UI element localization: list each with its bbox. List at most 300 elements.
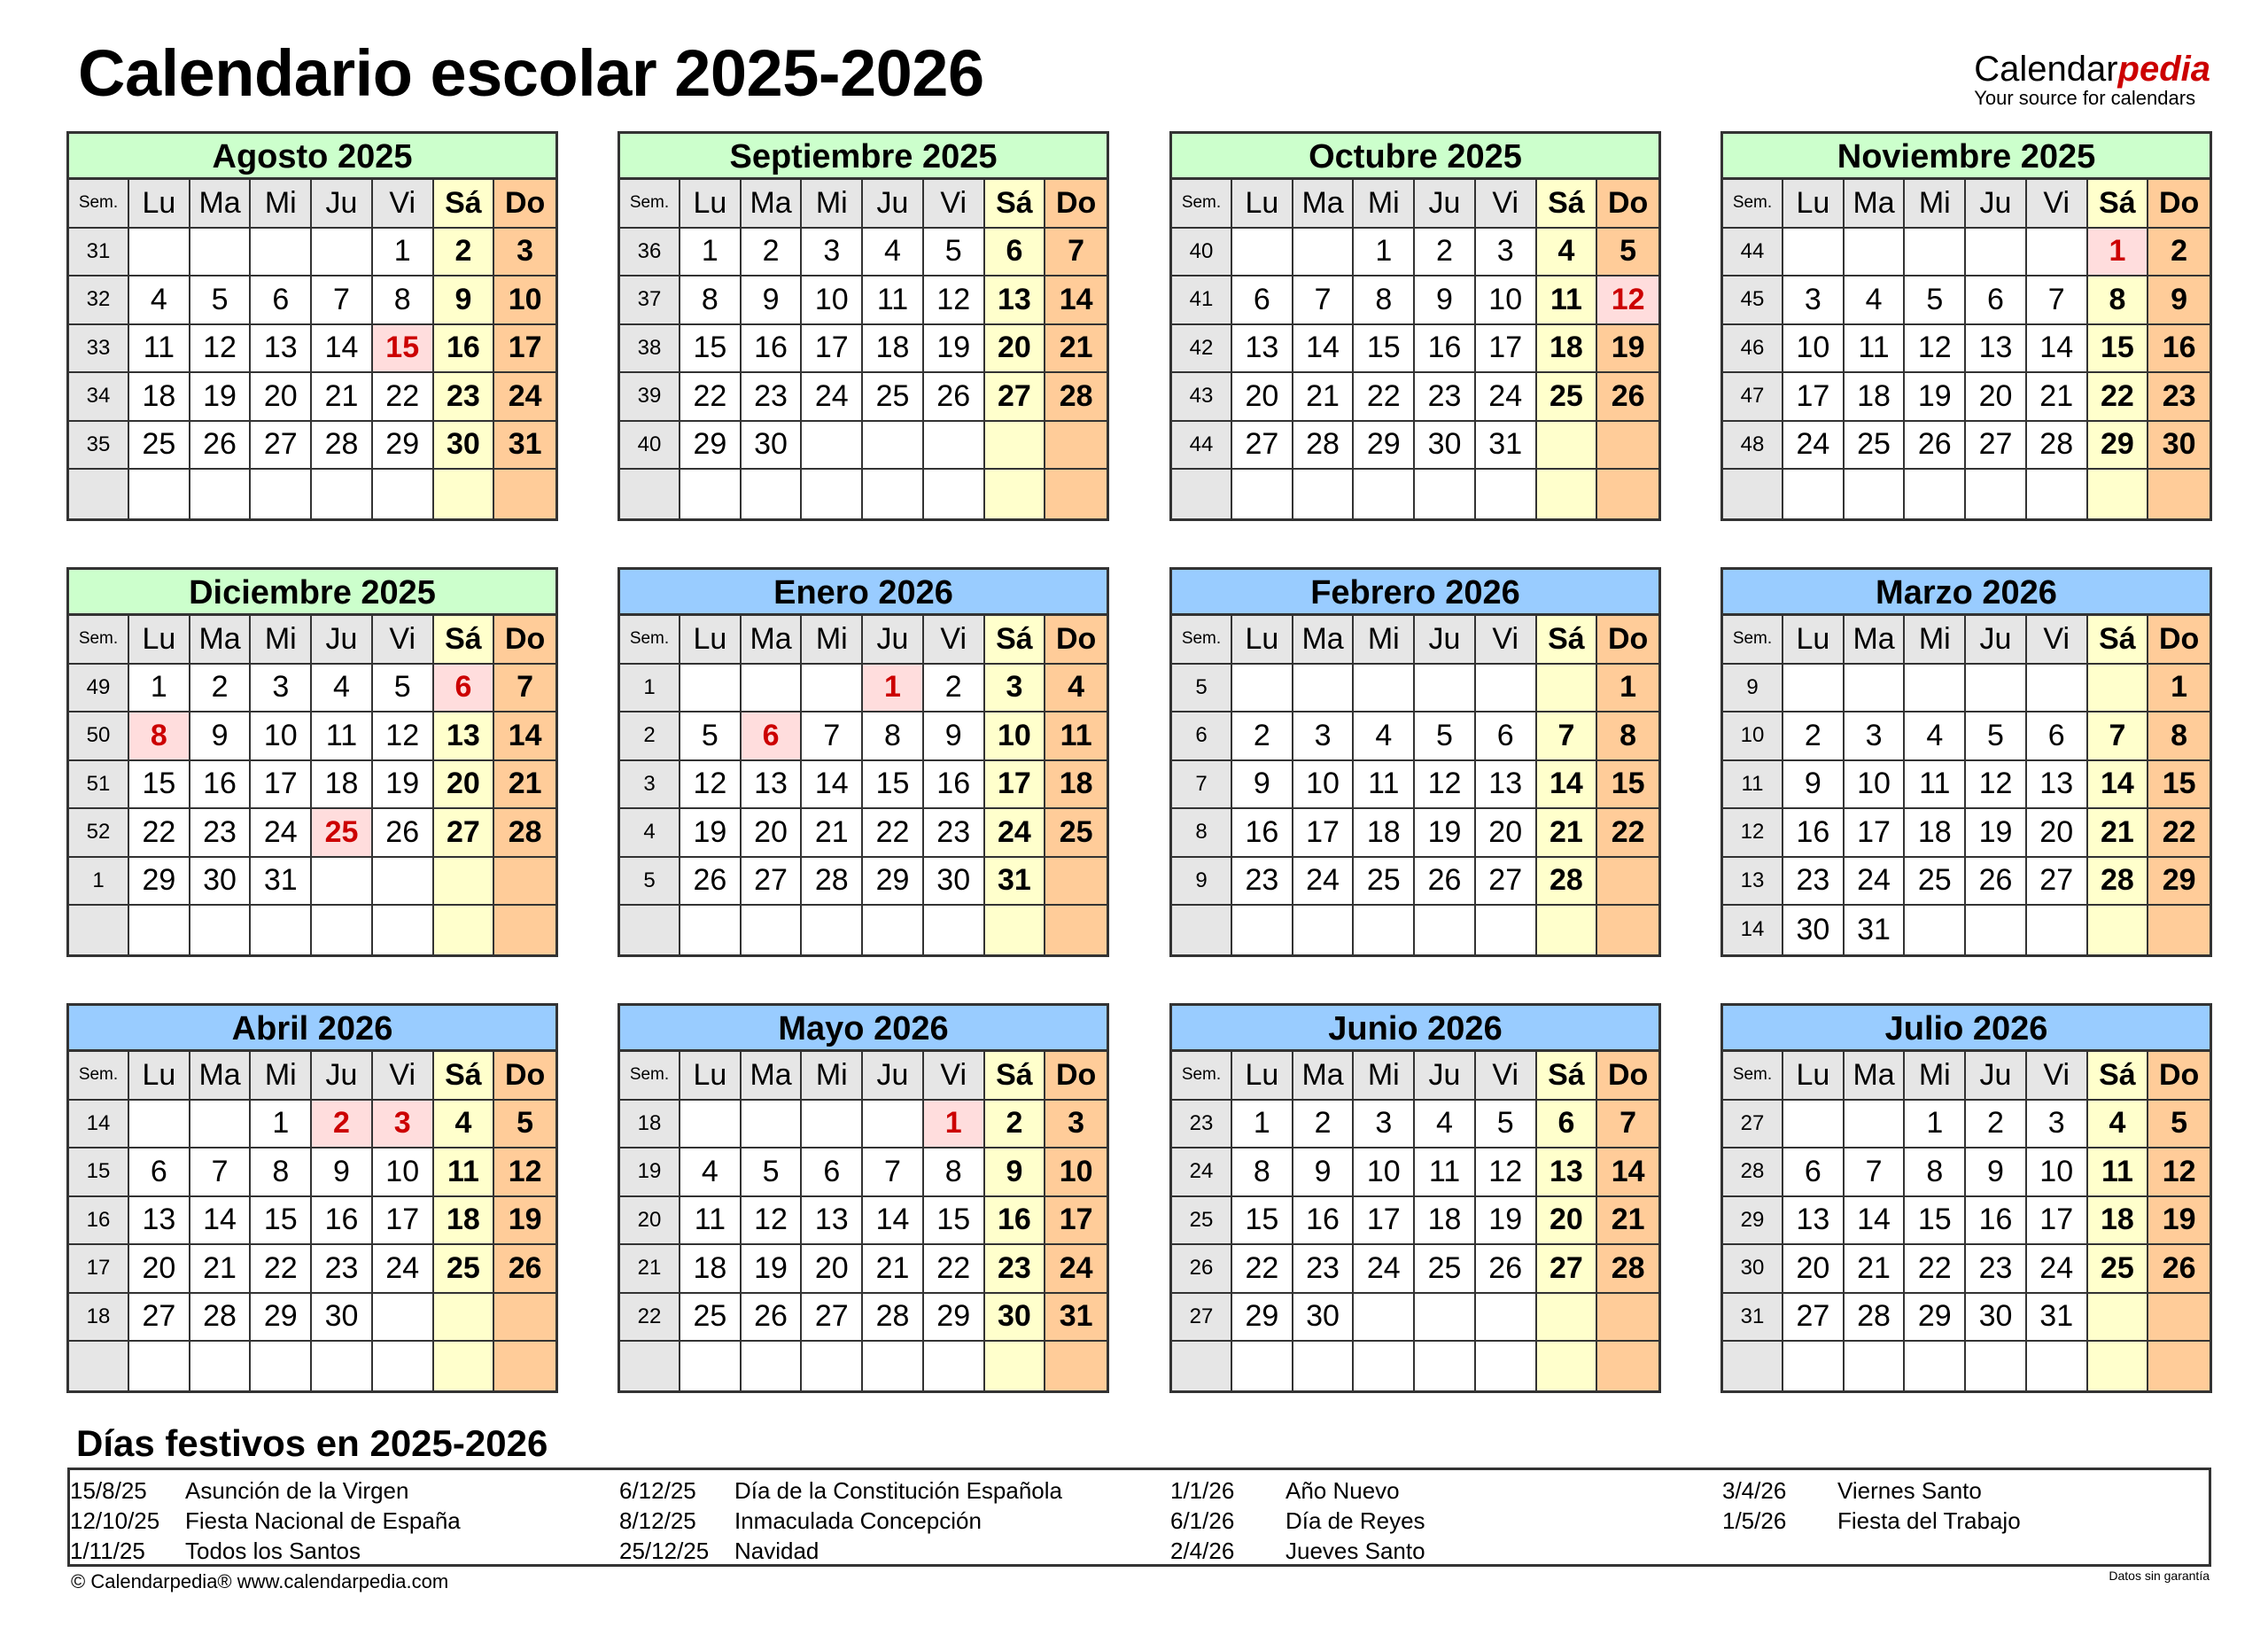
weekday-header: Sem. <box>1723 616 1783 665</box>
empty-cell <box>802 422 863 471</box>
day-cell: 18 <box>1415 1197 1476 1246</box>
weekday-header: Ju <box>1415 180 1476 229</box>
day-cell: 15 <box>2148 761 2210 810</box>
month-calendar <box>66 131 558 521</box>
weekday-header: Lu <box>680 180 742 229</box>
day-cell: 26 <box>2148 1245 2210 1294</box>
day-cell: 26 <box>373 809 434 858</box>
weekday-header: Vi <box>373 180 434 229</box>
week-number: 23 <box>1172 1101 1232 1149</box>
day-cell: 23 <box>924 809 985 858</box>
empty-cell <box>129 229 190 277</box>
week-number: 35 <box>69 422 129 471</box>
week-number: 20 <box>620 1197 680 1246</box>
day-cell: 22 <box>1232 1245 1293 1294</box>
week-number <box>1172 470 1232 518</box>
day-cell: 11 <box>680 1197 742 1246</box>
weekday-header: Ju <box>863 616 924 665</box>
empty-cell <box>494 1342 555 1390</box>
day-cell: 13 <box>1966 325 2027 374</box>
empty-cell <box>680 1342 742 1390</box>
day-cell: 26 <box>190 422 252 471</box>
day-cell: 22 <box>373 373 434 422</box>
empty-cell <box>494 858 555 907</box>
week-number: 9 <box>1723 665 1783 713</box>
weekday-header: Lu <box>129 1052 190 1101</box>
footer-copyright[interactable]: © Calendarpedia® www.calendarpedia.com <box>71 1570 449 1592</box>
holiday-date: 3/4/26 <box>1722 1477 1787 1504</box>
day-cell: 8 <box>129 712 190 761</box>
day-cell: 23 <box>742 373 803 422</box>
day-cell: 28 <box>1537 858 1598 907</box>
week-number: 14 <box>1723 906 1783 954</box>
day-cell: 24 <box>1045 1245 1107 1294</box>
weekday-header: Sá <box>2088 616 2149 665</box>
week-number: 10 <box>1723 712 1783 761</box>
week-number: 3 <box>620 761 680 810</box>
day-cell: 31 <box>1476 422 1537 471</box>
day-cell: 17 <box>1783 373 1845 422</box>
day-cell: 31 <box>494 422 555 471</box>
weekday-header: Do <box>1045 180 1107 229</box>
week-number: 12 <box>1723 809 1783 858</box>
day-cell: 21 <box>802 809 863 858</box>
month-grid <box>1172 1052 1658 1390</box>
weekday-header: Lu <box>1232 1052 1293 1101</box>
day-cell: 30 <box>1293 1294 1355 1343</box>
day-cell: 24 <box>251 809 312 858</box>
day-cell: 23 <box>1232 858 1293 907</box>
day-cell: 25 <box>129 422 190 471</box>
day-cell: 25 <box>863 373 924 422</box>
empty-cell <box>863 906 924 954</box>
day-cell: 16 <box>1232 809 1293 858</box>
day-cell: 22 <box>1905 1245 1966 1294</box>
day-cell: 1 <box>2148 665 2210 713</box>
empty-cell <box>1476 470 1537 518</box>
day-cell: 19 <box>680 809 742 858</box>
empty-cell <box>2088 906 2149 954</box>
empty-cell <box>312 229 373 277</box>
weekday-header: Vi <box>1476 180 1537 229</box>
day-cell: 16 <box>1293 1197 1355 1246</box>
day-cell: 29 <box>680 422 742 471</box>
week-number: 32 <box>69 276 129 325</box>
day-cell: 18 <box>1537 325 1598 374</box>
day-cell: 3 <box>2027 1101 2088 1149</box>
holiday-date: 8/12/25 <box>619 1507 696 1534</box>
holidays-table <box>67 1468 2211 1567</box>
holidays-column <box>1170 1475 1425 1566</box>
day-cell: 6 <box>1537 1101 1598 1149</box>
day-cell: 11 <box>1845 325 1906 374</box>
empty-cell <box>1476 1342 1537 1390</box>
weekday-header: Sá <box>2088 180 2149 229</box>
day-cell: 1 <box>1354 229 1415 277</box>
holiday-name: Día de Reyes <box>1285 1507 1425 1534</box>
day-cell: 7 <box>863 1148 924 1197</box>
day-cell: 23 <box>1966 1245 2027 1294</box>
month-calendar <box>1720 1003 2212 1393</box>
empty-cell <box>2088 1342 2149 1390</box>
day-cell: 25 <box>1845 422 1906 471</box>
day-cell: 4 <box>2088 1101 2149 1149</box>
weekday-header: Vi <box>924 180 985 229</box>
day-cell: 1 <box>2088 229 2149 277</box>
day-cell: 1 <box>863 665 924 713</box>
day-cell: 17 <box>1045 1197 1107 1246</box>
empty-cell <box>2027 229 2088 277</box>
weekday-header: Sem. <box>620 180 680 229</box>
week-number: 37 <box>620 276 680 325</box>
day-cell: 14 <box>2027 325 2088 374</box>
day-cell: 2 <box>190 665 252 713</box>
day-cell: 9 <box>924 712 985 761</box>
day-cell: 7 <box>2088 712 2149 761</box>
day-cell: 8 <box>1354 276 1415 325</box>
day-cell: 23 <box>190 809 252 858</box>
day-cell: 17 <box>251 761 312 810</box>
empty-cell <box>1537 422 1598 471</box>
weekday-header: Ma <box>190 180 252 229</box>
holiday-row <box>1722 1506 2021 1536</box>
week-number: 30 <box>1723 1245 1783 1294</box>
day-cell: 29 <box>251 1294 312 1343</box>
week-number: 18 <box>69 1294 129 1343</box>
day-cell: 21 <box>1045 325 1107 374</box>
day-cell: 5 <box>742 1148 803 1197</box>
empty-cell <box>1537 1342 1598 1390</box>
empty-cell <box>680 1101 742 1149</box>
day-cell: 24 <box>1845 858 1906 907</box>
weekday-header: Vi <box>373 1052 434 1101</box>
day-cell: 19 <box>1476 1197 1537 1246</box>
month-title: Septiembre 2025 <box>620 134 1107 180</box>
weekday-header: Lu <box>1232 180 1293 229</box>
day-cell: 23 <box>2148 373 2210 422</box>
day-cell: 14 <box>1045 276 1107 325</box>
week-number: 14 <box>69 1101 129 1149</box>
week-number <box>1723 470 1783 518</box>
weekday-header: Vi <box>373 616 434 665</box>
day-cell: 12 <box>742 1197 803 1246</box>
month-grid <box>1723 1052 2210 1390</box>
weekday-header: Sá <box>985 180 1046 229</box>
day-cell: 15 <box>863 761 924 810</box>
empty-cell <box>1415 1342 1476 1390</box>
day-cell: 11 <box>1045 712 1107 761</box>
empty-cell <box>373 906 434 954</box>
day-cell: 29 <box>1354 422 1415 471</box>
day-cell: 11 <box>863 276 924 325</box>
empty-cell <box>312 470 373 518</box>
day-cell: 22 <box>863 809 924 858</box>
day-cell: 10 <box>251 712 312 761</box>
day-cell: 2 <box>1232 712 1293 761</box>
day-cell: 21 <box>2088 809 2149 858</box>
day-cell: 4 <box>1845 276 1906 325</box>
empty-cell <box>190 229 252 277</box>
day-cell: 25 <box>1537 373 1598 422</box>
empty-cell <box>1966 229 2027 277</box>
weekday-header: Lu <box>1783 1052 1845 1101</box>
empty-cell <box>863 1101 924 1149</box>
holiday-name: Navidad <box>734 1538 819 1564</box>
weekday-header: Do <box>1045 1052 1107 1101</box>
day-cell: 19 <box>742 1245 803 1294</box>
day-cell: 3 <box>1845 712 1906 761</box>
day-cell: 12 <box>1476 1148 1537 1197</box>
empty-cell <box>1293 1342 1355 1390</box>
day-cell: 24 <box>373 1245 434 1294</box>
week-number: 40 <box>1172 229 1232 277</box>
week-number: 45 <box>1723 276 1783 325</box>
weekday-header: Sá <box>2088 1052 2149 1101</box>
week-number: 34 <box>69 373 129 422</box>
week-number: 22 <box>620 1294 680 1343</box>
empty-cell <box>1537 470 1598 518</box>
day-cell: 27 <box>1966 422 2027 471</box>
empty-cell <box>1783 665 1845 713</box>
week-number: 28 <box>1723 1148 1783 1197</box>
week-number: 6 <box>1172 712 1232 761</box>
day-cell: 13 <box>129 1197 190 1246</box>
empty-cell <box>1783 470 1845 518</box>
month-title: Mayo 2026 <box>620 1006 1107 1052</box>
holiday-row <box>619 1536 1062 1566</box>
day-cell: 31 <box>2027 1294 2088 1343</box>
empty-cell <box>1783 1101 1845 1149</box>
weekday-header: Do <box>1597 1052 1658 1101</box>
day-cell: 21 <box>1845 1245 1906 1294</box>
weekday-header: Mi <box>1905 1052 1966 1101</box>
day-cell: 10 <box>802 276 863 325</box>
day-cell: 18 <box>2088 1197 2149 1246</box>
day-cell: 30 <box>1415 422 1476 471</box>
day-cell: 28 <box>1045 373 1107 422</box>
empty-cell <box>1845 1101 1906 1149</box>
empty-cell <box>680 906 742 954</box>
logo-brand-accent: pedia <box>2117 50 2210 89</box>
day-cell: 13 <box>802 1197 863 1246</box>
day-cell: 14 <box>1597 1148 1658 1197</box>
empty-cell <box>129 1101 190 1149</box>
month-calendar <box>617 1003 1109 1393</box>
day-cell: 9 <box>1966 1148 2027 1197</box>
day-cell: 9 <box>1783 761 1845 810</box>
day-cell: 20 <box>1783 1245 1845 1294</box>
day-cell: 1 <box>1232 1101 1293 1149</box>
month-grid <box>69 180 555 518</box>
weekday-header: Do <box>1045 616 1107 665</box>
day-cell: 9 <box>312 1148 373 1197</box>
day-cell: 21 <box>1293 373 1355 422</box>
empty-cell <box>1354 665 1415 713</box>
day-cell: 27 <box>1476 858 1537 907</box>
weekday-header: Lu <box>680 616 742 665</box>
day-cell: 18 <box>129 373 190 422</box>
month-title: Marzo 2026 <box>1723 570 2210 616</box>
weekday-header: Ma <box>1293 180 1355 229</box>
empty-cell <box>373 1294 434 1343</box>
day-cell: 18 <box>1905 809 1966 858</box>
day-cell: 3 <box>1783 276 1845 325</box>
weekday-header: Sá <box>434 1052 495 1101</box>
holidays-column <box>619 1475 1062 1566</box>
day-cell: 30 <box>742 422 803 471</box>
holiday-date: 1/5/26 <box>1722 1507 1787 1534</box>
day-cell: 23 <box>1293 1245 1355 1294</box>
day-cell: 16 <box>434 325 495 374</box>
empty-cell <box>2088 1294 2149 1343</box>
empty-cell <box>2148 1342 2210 1390</box>
day-cell: 17 <box>373 1197 434 1246</box>
calendarpedia-logo[interactable] <box>1974 51 2210 108</box>
day-cell: 25 <box>1905 858 1966 907</box>
weekday-header: Vi <box>1476 616 1537 665</box>
week-number: 49 <box>69 665 129 713</box>
day-cell: 15 <box>373 325 434 374</box>
day-cell: 4 <box>1415 1101 1476 1149</box>
day-cell: 21 <box>2027 373 2088 422</box>
day-cell: 22 <box>129 809 190 858</box>
week-number: 25 <box>1172 1197 1232 1246</box>
weekday-header: Mi <box>802 616 863 665</box>
day-cell: 11 <box>1415 1148 1476 1197</box>
day-cell: 9 <box>985 1148 1046 1197</box>
day-cell: 15 <box>1354 325 1415 374</box>
day-cell: 2 <box>1415 229 1476 277</box>
day-cell: 5 <box>1905 276 1966 325</box>
day-cell: 13 <box>2027 761 2088 810</box>
weekday-header: Mi <box>1354 180 1415 229</box>
day-cell: 13 <box>985 276 1046 325</box>
weekday-header: Do <box>1597 616 1658 665</box>
day-cell: 29 <box>373 422 434 471</box>
week-number: 43 <box>1172 373 1232 422</box>
empty-cell <box>1537 906 1598 954</box>
holiday-name: Jueves Santo <box>1285 1538 1425 1564</box>
day-cell: 31 <box>985 858 1046 907</box>
empty-cell <box>190 1101 252 1149</box>
holiday-row <box>1170 1475 1425 1506</box>
weekday-header: Sem. <box>69 616 129 665</box>
day-cell: 26 <box>1597 373 1658 422</box>
day-cell: 30 <box>1966 1294 2027 1343</box>
week-number <box>620 470 680 518</box>
month-title: Agosto 2025 <box>69 134 555 180</box>
week-number: 36 <box>620 229 680 277</box>
empty-cell <box>1415 1294 1476 1343</box>
empty-cell <box>2148 470 2210 518</box>
holiday-date: 15/8/25 <box>70 1477 147 1504</box>
weekday-header: Lu <box>1783 616 1845 665</box>
day-cell: 25 <box>1045 809 1107 858</box>
day-cell: 13 <box>1537 1148 1598 1197</box>
week-number: 4 <box>620 809 680 858</box>
day-cell: 18 <box>1845 373 1906 422</box>
empty-cell <box>1905 1342 1966 1390</box>
empty-cell <box>1232 229 1293 277</box>
day-cell: 7 <box>802 712 863 761</box>
day-cell: 28 <box>312 422 373 471</box>
day-cell: 11 <box>1537 276 1598 325</box>
weekday-header: Sem. <box>620 1052 680 1101</box>
holiday-date: 6/12/25 <box>619 1477 696 1504</box>
day-cell: 7 <box>1845 1148 1906 1197</box>
weekday-header: Lu <box>129 180 190 229</box>
empty-cell <box>802 906 863 954</box>
day-cell: 26 <box>1476 1245 1537 1294</box>
empty-cell <box>985 422 1046 471</box>
day-cell: 9 <box>2148 276 2210 325</box>
day-cell: 6 <box>2027 712 2088 761</box>
day-cell: 17 <box>1845 809 1906 858</box>
day-cell: 22 <box>2088 373 2149 422</box>
day-cell: 18 <box>1354 809 1415 858</box>
empty-cell <box>742 1342 803 1390</box>
day-cell: 12 <box>494 1148 555 1197</box>
day-cell: 5 <box>924 229 985 277</box>
day-cell: 4 <box>863 229 924 277</box>
empty-cell <box>2088 470 2149 518</box>
day-cell: 14 <box>1293 325 1355 374</box>
empty-cell <box>1905 470 1966 518</box>
day-cell: 3 <box>1476 229 1537 277</box>
weekday-header: Sem. <box>69 1052 129 1101</box>
week-number: 44 <box>1172 422 1232 471</box>
empty-cell <box>1415 665 1476 713</box>
month-title: Enero 2026 <box>620 570 1107 616</box>
day-cell: 14 <box>494 712 555 761</box>
holiday-date: 12/10/25 <box>70 1507 160 1534</box>
day-cell: 1 <box>924 1101 985 1149</box>
day-cell: 7 <box>1045 229 1107 277</box>
empty-cell <box>494 470 555 518</box>
day-cell: 10 <box>373 1148 434 1197</box>
logo-tagline: Your source for calendars <box>1974 87 2196 109</box>
week-number: 31 <box>69 229 129 277</box>
weekday-header: Ma <box>742 180 803 229</box>
weekday-header: Ma <box>1293 616 1355 665</box>
empty-cell <box>924 1342 985 1390</box>
empty-cell <box>1597 906 1658 954</box>
month-calendar <box>1169 567 1661 957</box>
day-cell: 5 <box>190 276 252 325</box>
month-calendar <box>617 131 1109 521</box>
day-cell: 19 <box>1966 809 2027 858</box>
empty-cell <box>802 1101 863 1149</box>
week-number: 24 <box>1172 1148 1232 1197</box>
day-cell: 14 <box>863 1197 924 1246</box>
day-cell: 16 <box>190 761 252 810</box>
day-cell: 6 <box>1232 276 1293 325</box>
day-cell: 13 <box>1783 1197 1845 1246</box>
day-cell: 25 <box>434 1245 495 1294</box>
weekday-header: Do <box>494 616 555 665</box>
day-cell: 28 <box>1293 422 1355 471</box>
day-cell: 20 <box>1476 809 1537 858</box>
day-cell: 17 <box>1354 1197 1415 1246</box>
empty-cell <box>1476 906 1537 954</box>
day-cell: 18 <box>680 1245 742 1294</box>
empty-cell <box>1045 470 1107 518</box>
day-cell: 19 <box>1905 373 1966 422</box>
holiday-date: 1/1/26 <box>1170 1477 1235 1504</box>
weekday-header: Vi <box>924 616 985 665</box>
empty-cell <box>2088 665 2149 713</box>
empty-cell <box>924 906 985 954</box>
